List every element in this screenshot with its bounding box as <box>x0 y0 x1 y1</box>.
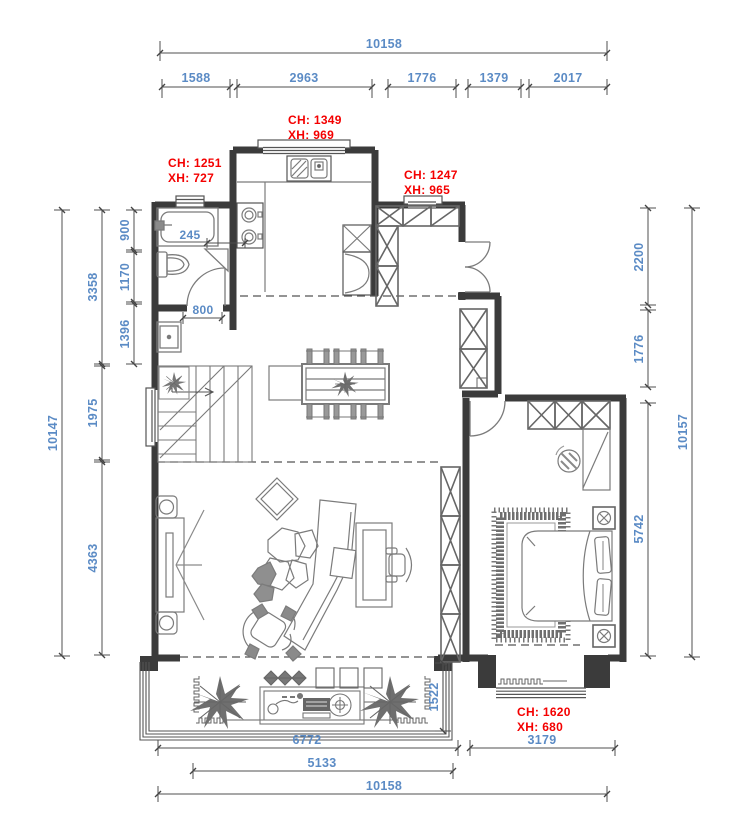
entry-window-xh-label: XH: 965 <box>404 183 451 197</box>
control-panel <box>303 698 330 711</box>
nightstand-top <box>593 507 615 529</box>
bay-curtain <box>498 679 567 684</box>
dim-right-1: 2200 <box>632 242 646 272</box>
entry-double-door <box>465 242 490 292</box>
stone-decor <box>252 528 318 602</box>
hall-shoe-cabinet <box>460 309 487 388</box>
fridge-cabinet <box>343 225 371 295</box>
bedroom-door <box>470 401 505 436</box>
bathroom-door <box>187 268 225 306</box>
counter-edge <box>237 182 371 292</box>
dim-bottom-1: 6772 <box>292 733 322 747</box>
dim-left-mid-1: 3358 <box>86 272 100 302</box>
dim-left-in-2: 1170 <box>118 262 132 292</box>
bathroom-window-frame <box>176 196 204 207</box>
laundry-unit <box>260 687 364 724</box>
entry-window-ch-label: CH: 1247 <box>404 168 458 182</box>
bay-window-ch-label: CH: 1620 <box>517 705 571 719</box>
dim-top-2: 2963 <box>289 71 319 85</box>
dining-set <box>269 349 389 419</box>
dim-balcony-depth: 1522 <box>427 682 441 712</box>
dim-right-2: 1776 <box>632 334 646 364</box>
corner-desk <box>583 429 610 490</box>
stove <box>237 203 263 248</box>
dim-bathtub: 245 <box>179 228 201 242</box>
bath-window-xh-label: XH: 727 <box>168 171 215 185</box>
desk-cabinet <box>356 523 392 607</box>
dim-left-mid-3: 4363 <box>86 543 100 573</box>
wardrobe <box>528 401 610 429</box>
washbasin <box>157 322 181 352</box>
dim-bottom-2: 3179 <box>527 733 557 747</box>
speaker-top <box>156 496 177 518</box>
balcony <box>140 662 452 740</box>
dim-top-3: 1776 <box>407 71 437 85</box>
bath-window-ch-label: CH: 1251 <box>168 156 222 170</box>
sideboard <box>269 366 302 400</box>
dim-bottom-overall: 10158 <box>365 779 403 793</box>
toilet <box>157 252 189 277</box>
dim-right-3: 5742 <box>632 514 646 544</box>
bay-window-glass <box>496 688 586 698</box>
kitchen <box>237 156 371 295</box>
corner-shelf <box>205 249 228 271</box>
hose <box>276 700 298 704</box>
kitchen-sink <box>287 156 331 181</box>
dim-left-overall: 10147 <box>46 414 60 452</box>
living-bookshelf <box>441 467 460 662</box>
bedroom <box>494 401 615 684</box>
dim-top-1: 1588 <box>181 71 211 85</box>
office-chair <box>386 548 412 582</box>
tv-cabinet <box>156 510 204 620</box>
tv-screen <box>166 533 173 597</box>
dim-top-5: 2017 <box>553 71 583 85</box>
bay-window-xh-label: XH: 680 <box>517 720 564 734</box>
living-room <box>156 467 460 662</box>
lounge-chair <box>243 604 301 661</box>
dim-top-overall: 10158 <box>365 37 403 51</box>
dim-top-4: 1379 <box>479 71 509 85</box>
balcony-vents <box>264 668 382 688</box>
dim-bottom-3: 5133 <box>307 756 337 770</box>
bed <box>522 531 612 621</box>
kitchen-window-ch-label: CH: 1349 <box>288 113 342 127</box>
table-centerpiece-plant <box>331 372 358 397</box>
dim-left-in-3: 1396 <box>118 319 132 349</box>
dim-left-mid-2: 1975 <box>86 398 100 428</box>
floor-cushion <box>256 478 298 520</box>
staircase <box>158 366 252 462</box>
kitchen-window-xh-label: XH: 969 <box>288 128 335 142</box>
desk-chair <box>556 446 580 472</box>
stair-plant <box>162 372 186 395</box>
dim-right-overall: 10157 <box>676 413 690 451</box>
dim-left-in-1: 900 <box>118 219 132 241</box>
speaker-bottom <box>156 612 177 634</box>
nightstand-bottom <box>593 625 615 647</box>
dim-bath-door: 800 <box>192 303 214 317</box>
